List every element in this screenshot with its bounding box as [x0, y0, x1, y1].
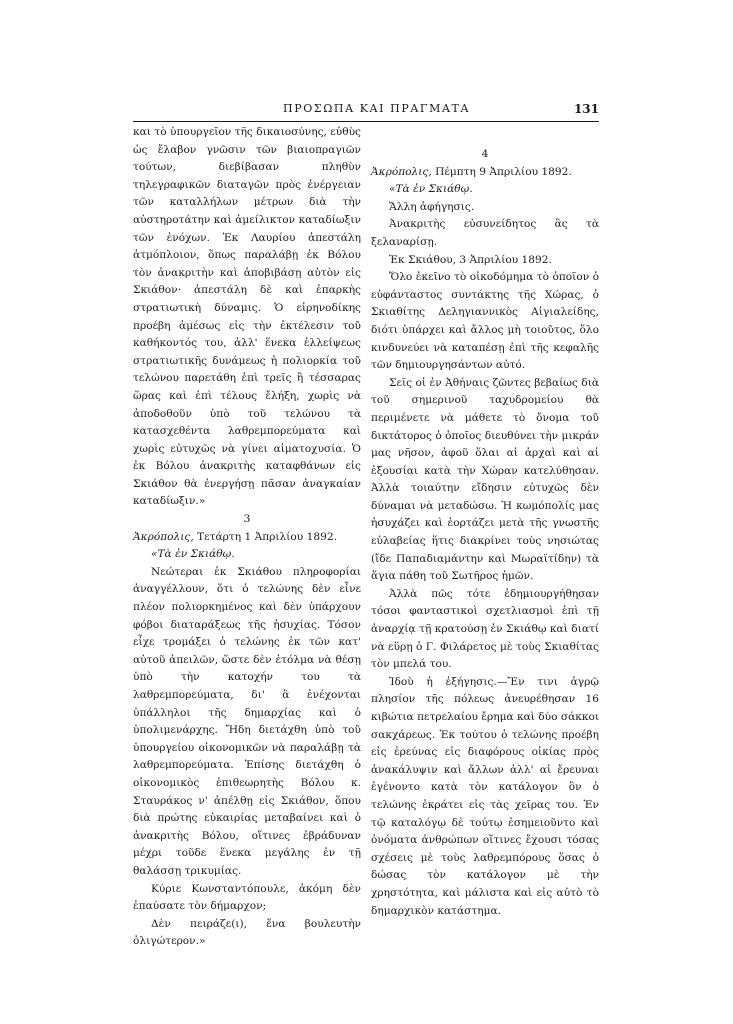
paragraph: Ἄλλη ἀφήγησις.	[389, 200, 475, 213]
page-number: 131	[573, 102, 599, 116]
right-column	[371, 124, 599, 920]
paragraph: και τὸ ὑπουργεῖον τῆς δικαιοσύνης, εὐθὺς ὡς ἔλαβον γνῶσιν τῶν βιαιοπραγιῶν τούτων, διεβίβασαν πληθὺν τηλεγραφικῶν διαταγῶν πρὸς ἐνέργειαν τῶν καταλλήλων μέτρων διὰ τὴν αὐστηροτάτην καὶ ἀμείλικτον καταδίωξιν τῶν ἐνόχων. Ἐκ Λαυρίου ἀπεστάλη ἀτμόπλοιον, ὅπως παραλάβῃ ἐκ Βόλου τὸν ἀνακριτὴν καὶ ἀποβιβάσῃ αὐτὸν εἰς Σκιάθον· ἀπεστάλη δὲ καὶ ἐπαρκὴς στρατιωτικὴ δύναμις. Ὁ εἰρηνοδίκης προέβη ἀμέσως εἰς τὴν ἐκτέλεσιν τοῦ καθήκοντός του, ἀλλ' ἕνεκα ἐλλείψεως στρατιωτικῆς δυνάμεως ἡ πολιορκία τοῦ τελώνου παρετάθη ἐπὶ τρεῖς ἢ τέσσαρας ὥρας καὶ ἐπὶ τέλους ἔλήξη, χωρὶς νὰ ἀποδοθοῦν ὑπὸ τοῦ τελώνου τὰ κατασχεθέντα λαθρεμπορεύματα καὶ χωρὶς εὐτυχῶς νὰ γίνει αἱματοχυσία. Ὁ ἐκ Βόλου ἀνακριτὴς καταφθάνων εἰς Σκιάθον θὰ ἐνεργήσῃ πᾶσαν ἀναγκαίαν καταδίωξιν.»	[133, 126, 361, 508]
section-number: 4	[481, 148, 489, 160]
newspaper-name: Ἀκρόπολις,	[371, 165, 432, 178]
running-title: ΠΡΟΣΩΠΑ ΚΑΙ ΠΡΑΓΜΑΤΑ	[283, 102, 471, 115]
paragraph: Ἰδοὺ ἡ ἐξήγησις.—Ἔν τινι ἀγρῷ πλησίον τῆς πόλεως ἀνευρέθησαν 16 κιβώτια πετρελαίου ἔρημα καὶ δύο σάκκοι σακχάρεως. Ἐκ τούτου ὁ τελώνης προέβη εἰς ἐρεύνας εἰς διαφόρους οἰκίας πρὸς ἀνακάλυψιν καὶ ἄλλων ἀλλ' αἱ ἔρευναι ἐγένοντο κατὰ τὸν κατάλογον ὃν ὁ τελώνης ἐκράτει εἰς τὰς χεῖρας του. Ἐν τῷ καταλόγῳ δὲ τούτῳ ἐσημειοῦντο καὶ ὀνόματα ἀνθρώπων οἵτινες ἔχουσι τόσας σχέσεις μὲ τοὺς λαθρεμπόρους ὅσας ὁ δώσας τὸν κατάλογον μὲ τὴν χρηστότητα, καὶ μάλιστα καὶ εἰς αὐτὸ τὸ δημαρχικὸν κατάστημα.	[371, 675, 599, 917]
newspaper-name: Ἀκρόπολις,	[133, 530, 194, 543]
paragraph: Κύριε Κωνσταντόπουλε, ἀκόμη δὲν ἐπαύσατε τὸν δήμαρχον;	[133, 882, 361, 913]
dispatch-heading: «Τὰ ἐν Σκιάθῳ.	[389, 183, 473, 196]
paragraph: Δὲν πειράζε(ι), ἕνα βουλευτὴν ὀλιγώτερον.»	[133, 917, 361, 948]
page-header	[133, 102, 599, 120]
paragraph: Ἀνακριτὴς εὐσυνείδητος ἂς τὰ ξελαναρίσῃ.	[371, 218, 599, 248]
paragraph: Σεῖς οἱ ἐν Ἀθήναις ζῶντες βεβαίως διὰ τοῦ σημερινοῦ ταχυδρομείου θὰ περιμένετε νὰ μάθετε τὸ ὄνομα τοῦ δικτάτορος ὁ ὁποῖος διευθύνει τὴν μικράν μας νῆσον, ἀφοῦ ὅλαι αἱ ἀρχαὶ καὶ αἱ ἐξουσίαι κατὰ τὴν Χώραν κατελύθησαν. Ἀλλὰ τοιαύτην εἴδησιν εὐτυχῶς δὲν δύναμαι νὰ μεταδώσω. Ἡ κωμόπολίς μας ἡσυχάζει καὶ ἑορτάζει μετὰ τῆς γνωστῆς εὐλαβείας ἥτις διακρίνει τοὺς νησιώτας (ἴδε Παπαδιαμάντην καὶ Μωραϊτίδην) τὰ ἅγια πάθη τοῦ Σωτῆρος ἡμῶν.	[371, 376, 599, 583]
paragraph: Ἐκ Σκιάθου, 3 Ἀπριλίου 1892.	[389, 253, 552, 266]
dateline-date: Τετάρτη 1 Ἀπριλίου 1892.	[193, 530, 337, 543]
paragraph: Νεώτεραι ἐκ Σκιάθου πληροφορίαι ἀναγγέλλουν, ὅτι ὁ τελώνης δὲν εἶνε πλέον πολιορκημένος καὶ δὲν ὑπάρχουν φόβοι διαταράξεως τῆς ἡσυχίας. Τόσον εἶχε τρομάξει ὁ τελώνης ἐκ τῶν κατ' αὐτοῦ ἀπειλῶν, ὥστε δὲν ἐτόλμα νὰ θέσῃ ὑπὸ τὴν κατοχήν του τὰ λαθρεμπορεύματα, δι' ἃ ἐνέχονται ὑπάλληλοι τῆς δημαρχίας καὶ ὁ ὑπολιμενάρχης. Ἤδη διετάχθη ὑπὸ τοῦ ὑπουργείου οἰκονομικῶν νὰ παραλάβῃ τὰ λαθρεμπορεύματα. Ἐπίσης διετάχθη ὁ οἰκονομικὸς ἐπιθεωρητὴς Βόλου κ. Σταυράκος ν' ἀπέλθῃ εἰς Σκιάθον, ὅπου διὰ πρώτης εὐκαιρίας μεταβαίνει καὶ ὁ ἀνακριτὴς Βόλου, οἵτινες ἐβράδυναν μέχρι τοῦδε ἕνεκα μεγάλης ἐν τῇ θαλάσσῃ τρικυμίας.	[133, 565, 361, 877]
dateline	[133, 529, 361, 547]
dispatch-heading: «Τὰ ἐν Σκιάθῳ.	[151, 548, 235, 561]
header-rule	[133, 121, 599, 122]
dateline	[371, 164, 599, 182]
left-column	[133, 124, 361, 951]
section-number: 3	[243, 513, 251, 526]
paragraph: Ὅλο ἐκεῖνο τὸ οἰκοδόμημα τὸ ὁποῖον ὁ εὐφάνταστος συντάκτης τῆς Χώρας, ὁ Σκιαθίτης Δεληγιαννικὸς Αἰγιαλείδης, διότι ὑπάρχει καὶ ἄλλος μὴ τοιοῦτος, ὅλο κινδυνεύει νὰ καταπέσῃ ἐπὶ τῆς κεφαλῆς τῶν δημιουργησάντων αὐτό.	[371, 271, 599, 372]
dateline-date: Πέμπτη 9 Ἀπριλίου 1892.	[431, 165, 572, 178]
paragraph: Ἀλλὰ πῶς τότε ἐδημιουργήθησαν τόσοι φανταστικοὶ σχετλιασμοὶ ἐπὶ τῇ ἀναρχίᾳ τῇ κρατούσῃ ἐν Σκιάθῳ καὶ διατί νὰ εὕρῃ ὁ Γ. Φιλάρετος μὲ τοὺς Σκιαθίτας τὸν μπελά του.	[371, 587, 599, 671]
